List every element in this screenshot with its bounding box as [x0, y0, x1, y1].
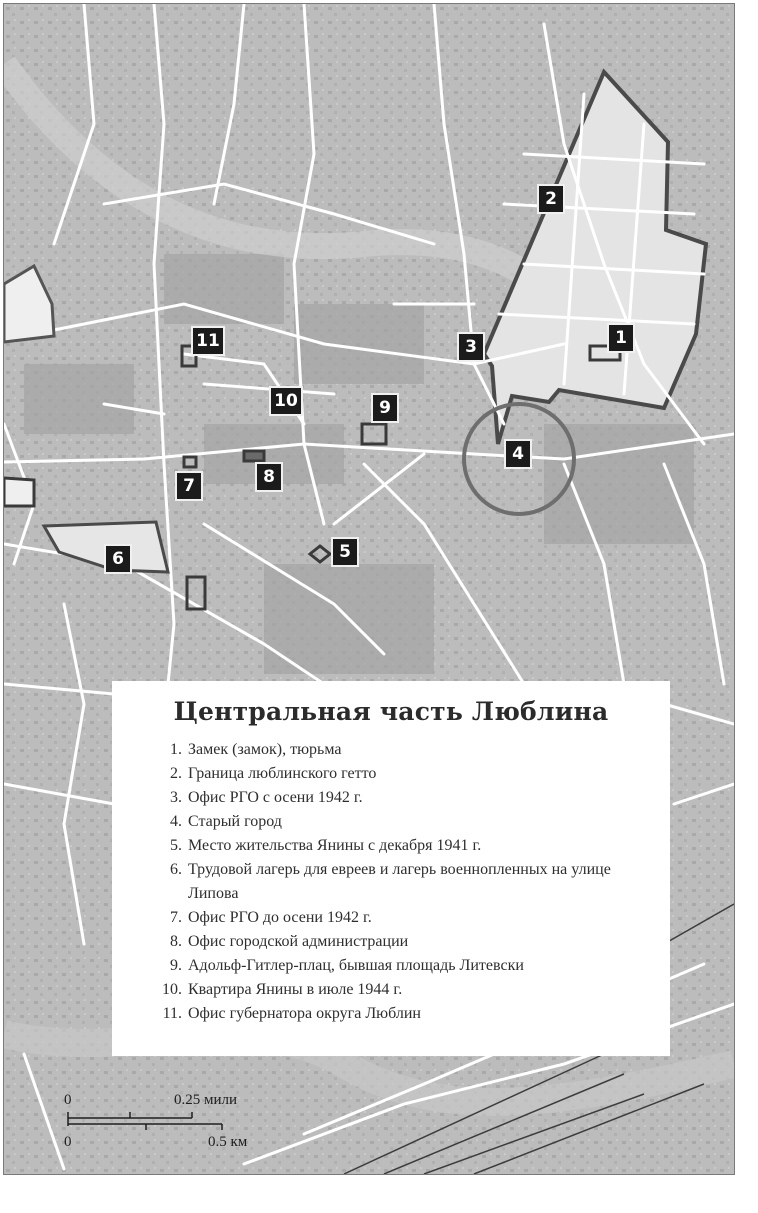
legend-item-number: 2. [170, 765, 182, 782]
marker-7: 7 [175, 471, 203, 501]
legend-item-number: 4. [170, 813, 182, 830]
legend-item-number: 6. [170, 861, 182, 878]
legend-item-text: Офис губернатора округа Люблин [188, 1005, 421, 1022]
legend-item [112, 930, 670, 954]
scale-ruler [62, 1112, 302, 1152]
marker-6: 6 [104, 544, 132, 574]
scale-km-zero: 0 [64, 1134, 72, 1150]
legend-item [112, 1002, 670, 1026]
legend-item-text: Замек (замок), тюрьма [188, 741, 342, 758]
legend-item-text: Граница люблинского гетто [188, 765, 377, 782]
legend-item-text: Офис РГО с осени 1942 г. [188, 789, 363, 806]
marker-2: 2 [537, 184, 565, 214]
legend-title: Центральная часть Люблина [173, 697, 609, 726]
legend-item-text: Офис городской администрации [188, 933, 409, 950]
legend-item-text: Старый город [188, 813, 282, 830]
legend-item [112, 858, 670, 906]
marker-8: 8 [255, 462, 283, 492]
legend-item-number: 10. [162, 981, 182, 998]
legend-item-text: Офис РГО до осени 1942 г. [188, 909, 372, 926]
scale-miles-label: 0.25 мили [174, 1092, 238, 1108]
marker-4: 4 [504, 439, 532, 469]
legend-item-text: Место жительства Янины с декабря 1941 г. [188, 837, 482, 854]
legend-item-number: 5. [170, 837, 182, 854]
marker-3: 3 [457, 332, 485, 362]
marker-1: 1 [607, 323, 635, 353]
legend-item-number: 11. [162, 1005, 182, 1022]
legend-item [112, 978, 670, 1002]
scale-km-label: 0.5 км [208, 1134, 248, 1150]
legend-item [112, 738, 670, 762]
marker-10: 10 [269, 386, 303, 416]
legend-item [112, 762, 670, 786]
legend-item-text: Трудовой лагерь для евреев и лагерь военнопленных на улице Липова [188, 861, 611, 902]
marker-9: 9 [371, 393, 399, 423]
legend-item [112, 954, 670, 978]
legend-item-number: 7. [170, 909, 182, 926]
legend-item-text: Адольф-Гитлер-плац, бывшая площадь Литевски [188, 957, 524, 974]
legend-item-number: 1. [170, 741, 182, 758]
legend-item-number: 9. [170, 957, 182, 974]
scale-miles-zero: 0 [64, 1092, 72, 1108]
legend-box [112, 681, 670, 1056]
map [3, 3, 735, 1175]
legend-item [112, 810, 670, 834]
marker-11: 11 [191, 326, 225, 356]
legend-item-number: 8. [170, 933, 182, 950]
legend-item [112, 834, 670, 858]
marker-5: 5 [331, 537, 359, 567]
scale-bar [62, 1092, 302, 1162]
legend-item [112, 786, 670, 810]
legend-item-text: Квартира Янины в июле 1944 г. [188, 981, 403, 998]
legend-item [112, 906, 670, 930]
legend-item-number: 3. [170, 789, 182, 806]
legend-list [112, 738, 670, 1026]
